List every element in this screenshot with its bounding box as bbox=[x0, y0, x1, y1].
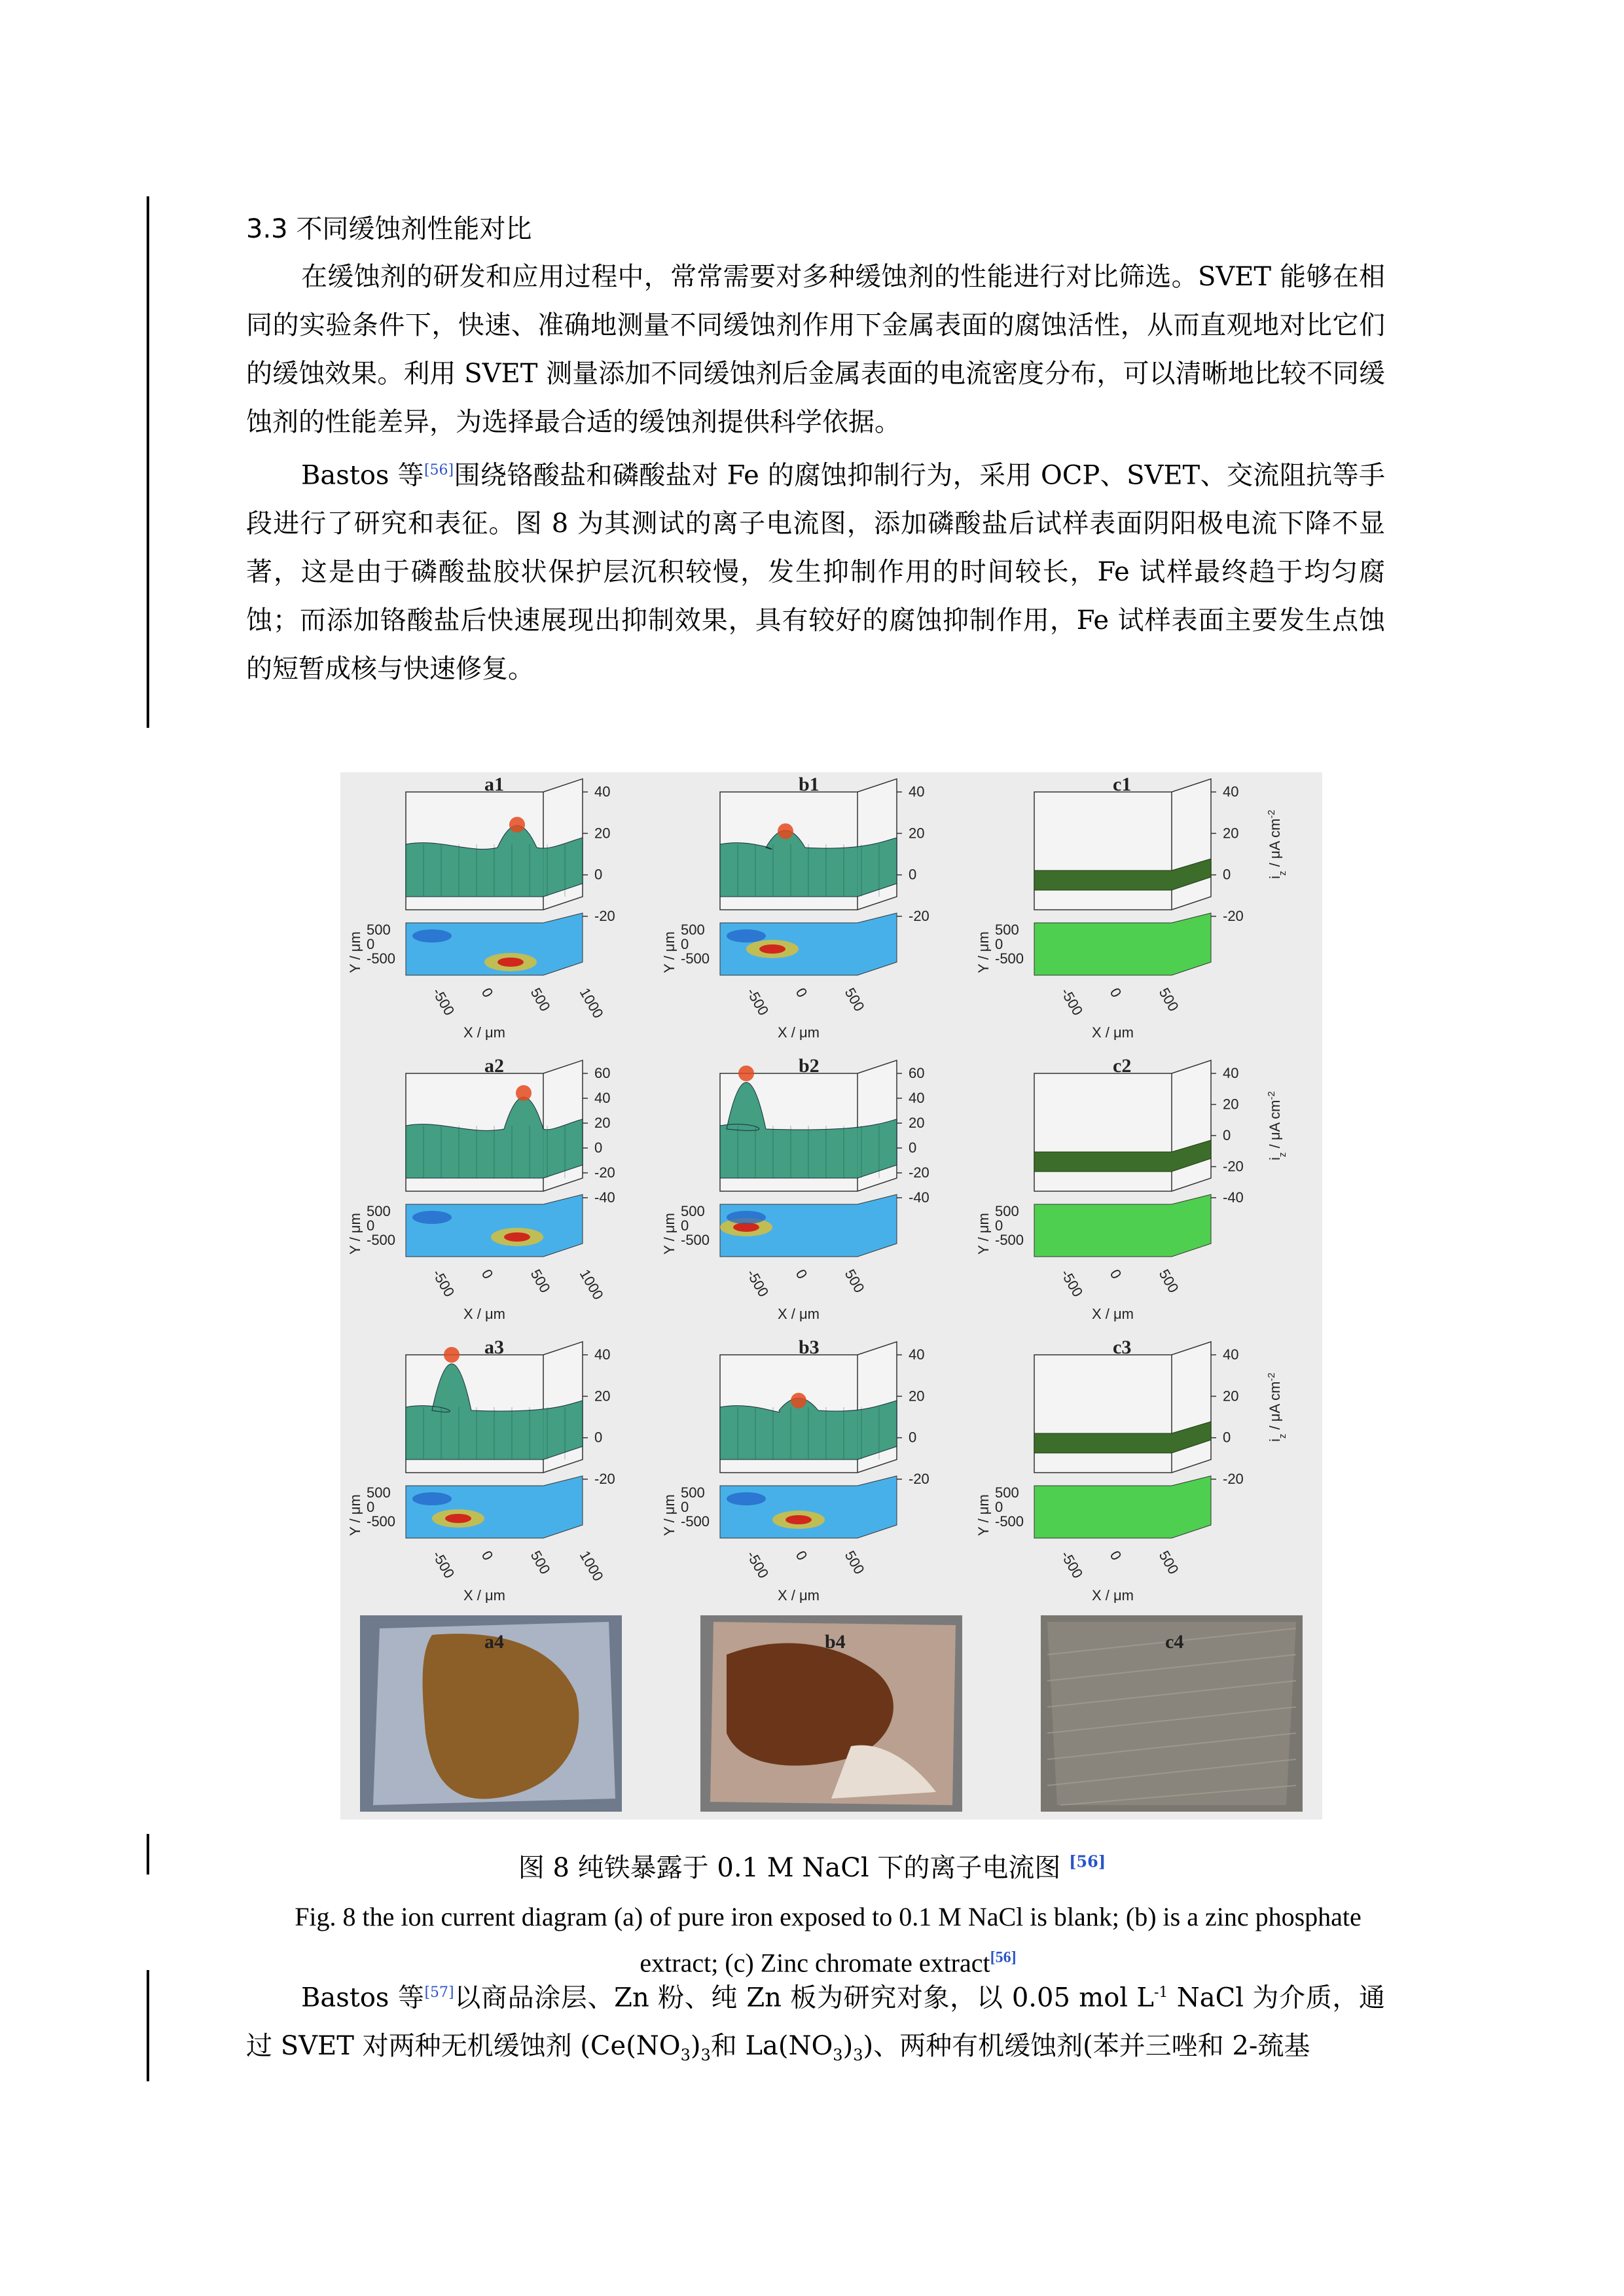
z-tick-label: 20 bbox=[1223, 1096, 1239, 1113]
z-tick-label: -40 bbox=[909, 1189, 929, 1206]
x-axis-label: X / μm bbox=[777, 1306, 820, 1322]
y-axis-label: Y / μm bbox=[347, 931, 363, 973]
y-tick-label: -500 bbox=[681, 1232, 710, 1248]
y-tick-label: -500 bbox=[995, 950, 1024, 967]
subscript: 3 bbox=[700, 2046, 711, 2065]
y-tick-label: 500 bbox=[367, 922, 391, 938]
z-tick-label: -40 bbox=[1223, 1189, 1244, 1206]
colormap-floor bbox=[720, 1476, 897, 1538]
photo-label: b4 bbox=[825, 1631, 846, 1653]
svet-panel-b3 bbox=[661, 1335, 982, 1610]
x-tick-label: 500 bbox=[1155, 985, 1182, 1014]
subscript: 3 bbox=[833, 2046, 843, 2065]
paragraph-3-text: ) bbox=[690, 2031, 701, 2062]
colormap-floor bbox=[720, 1194, 897, 1257]
svet-panel-b2 bbox=[661, 1054, 982, 1329]
svet-panel-a2 bbox=[347, 1054, 668, 1329]
z-tick-label: 40 bbox=[909, 1090, 925, 1106]
z-tick-label: 20 bbox=[909, 1115, 925, 1131]
y-tick-label: 500 bbox=[681, 922, 705, 938]
y-axis-label: Y / μm bbox=[975, 931, 992, 973]
svet-panel-a3 bbox=[347, 1335, 668, 1610]
x-axis-label: X / μm bbox=[1091, 1306, 1134, 1322]
x-axis-label: X / μm bbox=[463, 1306, 506, 1322]
z-tick-label: -20 bbox=[594, 1164, 615, 1181]
x-axis-label: X / μm bbox=[777, 1024, 820, 1041]
y-axis-label: Y / μm bbox=[661, 1213, 677, 1255]
z-tick-label: 40 bbox=[1223, 1346, 1239, 1363]
z-tick-label: 0 bbox=[909, 1139, 917, 1156]
x-tick-label: 500 bbox=[841, 985, 868, 1014]
y-tick-label: 0 bbox=[995, 936, 1003, 952]
x-tick-label: -500 bbox=[429, 1266, 458, 1300]
z-tick-label: 0 bbox=[909, 1429, 917, 1446]
y-tick-label: -500 bbox=[367, 1232, 396, 1248]
z-tick-label: -20 bbox=[1223, 1471, 1244, 1487]
z-tick-label: 40 bbox=[1223, 783, 1239, 800]
z-tick-label: -20 bbox=[1223, 908, 1244, 924]
y-axis-label: Y / μm bbox=[975, 1494, 992, 1536]
z-tick-label: -20 bbox=[909, 908, 929, 924]
caption-cn-text: 图 8 纯铁暴露于 0.1 M NaCl 下的离子电流图 bbox=[518, 1853, 1061, 1883]
citation-ref[interactable]: [56] bbox=[424, 462, 454, 478]
panel-label: b2 bbox=[799, 1055, 820, 1077]
panel-label: b1 bbox=[799, 774, 820, 795]
paragraph-3-text: )、两种有机缓蚀剂(苯并三唑和 2-巯基 bbox=[863, 2031, 1310, 2062]
x-axis-label: X / μm bbox=[463, 1024, 506, 1041]
x-tick-label: -500 bbox=[1057, 1266, 1087, 1300]
photo-b4 bbox=[700, 1615, 962, 1812]
paragraph-2-body: 围绕铬酸盐和磷酸盐对 Fe 的腐蚀抑制行为，采用 OCP、SVET、交流阻抗等手段进行了研究和表征。图 8 为其测试的离子电流图，添加磷酸盐后试样表面阴阳极电流下降不显著，这是由于磷酸盐胶状保护层沉积较慢，发生抑制作用的时间较长，Fe 试样最终趋于均匀腐蚀；而添加铬酸盐后快速展现出抑制效果，具有较好的腐蚀抑制作用，Fe 试样表面主要发生点蚀的短暂成核与快速修复。 bbox=[246, 460, 1385, 685]
x-tick-label: -500 bbox=[429, 1548, 458, 1581]
panel-label: c2 bbox=[1113, 1055, 1132, 1077]
x-tick-label: 500 bbox=[527, 1548, 554, 1577]
panel-label: a1 bbox=[484, 774, 504, 795]
x-tick-label: 0 bbox=[792, 985, 811, 1001]
z-tick-label: 20 bbox=[594, 1115, 611, 1131]
x-tick-label: 500 bbox=[527, 1266, 554, 1296]
y-tick-label: 500 bbox=[367, 1484, 391, 1501]
z-tick-label: 0 bbox=[909, 866, 917, 883]
z-tick-label: 20 bbox=[1223, 825, 1239, 842]
x-tick-label: 1000 bbox=[576, 1266, 607, 1302]
figure-caption-cn bbox=[0, 1847, 1624, 1884]
y-axis-label: Y / μm bbox=[347, 1494, 363, 1536]
x-axis-label: X / μm bbox=[463, 1587, 506, 1604]
y-axis-label: Y / μm bbox=[975, 1213, 992, 1255]
y-axis-label: Y / μm bbox=[661, 931, 677, 973]
x-tick-label: 1000 bbox=[576, 1548, 607, 1584]
z-tick-label: -40 bbox=[594, 1189, 615, 1206]
svet-panel-b1 bbox=[661, 772, 982, 1047]
y-axis-label: Y / μm bbox=[347, 1213, 363, 1255]
paragraph-3 bbox=[246, 1969, 1385, 2079]
panel-label: b3 bbox=[799, 1336, 820, 1358]
colormap-floor bbox=[720, 913, 897, 975]
colormap-floor bbox=[1034, 913, 1211, 975]
photo-c4 bbox=[1041, 1615, 1303, 1812]
z-tick-label: 20 bbox=[594, 825, 611, 842]
z-tick-label: 40 bbox=[909, 1346, 925, 1363]
z-tick-label: -20 bbox=[594, 908, 615, 924]
z-tick-label: 0 bbox=[1223, 1127, 1231, 1143]
y-tick-label: -500 bbox=[367, 950, 396, 967]
x-tick-label: 0 bbox=[792, 1548, 811, 1564]
z-tick-label: 0 bbox=[594, 1429, 603, 1446]
paragraph-3-text: ) bbox=[842, 2031, 854, 2062]
z-tick-label: 40 bbox=[594, 783, 611, 800]
panel-label: c3 bbox=[1113, 1336, 1132, 1358]
photo-label: c4 bbox=[1165, 1631, 1184, 1653]
x-tick-label: 0 bbox=[478, 985, 497, 1001]
x-tick-label: -500 bbox=[429, 985, 458, 1018]
author-lead: Bastos 等 bbox=[301, 460, 424, 491]
z-tick-label: 40 bbox=[594, 1090, 611, 1106]
z-tick-label: -20 bbox=[909, 1164, 929, 1181]
x-tick-label: 0 bbox=[1106, 1266, 1125, 1282]
y-tick-label: -500 bbox=[367, 1513, 396, 1530]
svet-panel-a1 bbox=[347, 772, 668, 1047]
x-tick-label: 0 bbox=[478, 1266, 497, 1282]
colormap-floor bbox=[406, 913, 583, 975]
author-lead: Bastos 等 bbox=[301, 1982, 425, 2013]
z-tick-label: 0 bbox=[594, 866, 603, 883]
y-tick-label: 500 bbox=[367, 1203, 391, 1219]
z-tick-label: 20 bbox=[1223, 1388, 1239, 1405]
y-tick-label: -500 bbox=[681, 1513, 710, 1530]
svet-panel-c2 bbox=[975, 1054, 1296, 1329]
y-tick-label: 500 bbox=[681, 1203, 705, 1219]
y-tick-label: 500 bbox=[681, 1484, 705, 1501]
superscript: -1 bbox=[1154, 1984, 1168, 2001]
z-tick-label: 40 bbox=[909, 783, 925, 800]
x-tick-label: -500 bbox=[743, 985, 772, 1018]
subscript: 3 bbox=[680, 2046, 691, 2065]
x-tick-label: 0 bbox=[1106, 985, 1125, 1001]
x-tick-label: -500 bbox=[1057, 985, 1087, 1018]
z-tick-label: 20 bbox=[909, 825, 925, 842]
y-tick-label: -500 bbox=[681, 950, 710, 967]
z-tick-label: -20 bbox=[909, 1471, 929, 1487]
y-tick-label: 0 bbox=[995, 1217, 1003, 1234]
y-axis-label: Y / μm bbox=[661, 1494, 677, 1536]
x-tick-label: 500 bbox=[841, 1266, 868, 1296]
y-tick-label: -500 bbox=[995, 1232, 1024, 1248]
y-tick-label: 0 bbox=[681, 1217, 689, 1234]
citation-ref[interactable]: [57] bbox=[424, 1984, 454, 2001]
y-tick-label: 0 bbox=[367, 1217, 375, 1234]
svet-panel-c3 bbox=[975, 1335, 1296, 1610]
caption-en-text: Fig. 8 the ion current diagram (a) of pure iron exposed to 0.1 M NaCl is blank; (b) is a zinc phosphate extract; (c) Zinc chromate extract bbox=[295, 1902, 1362, 1978]
y-tick-label: 0 bbox=[367, 1499, 375, 1515]
paragraph-1: 在缓蚀剂的研发和应用过程中，常常需要对多种缓蚀剂的性能进行对比筛选。SVET 能够在相同的实验条件下，快速、准确地测量不同缓蚀剂作用下金属表面的腐蚀活性，从而直观地对比它们的缓蚀效果。利用 SVET 测量添加不同缓蚀剂后金属表面的电流密度分布，可以清晰地比较不同缓蚀剂的性能差异，为选择最合适的缓蚀剂提供科学依据。 bbox=[246, 262, 1385, 437]
x-axis-label: X / μm bbox=[1091, 1587, 1134, 1604]
colormap-floor bbox=[406, 1194, 583, 1257]
y-tick-label: 0 bbox=[681, 1499, 689, 1515]
colormap-floor bbox=[1034, 1194, 1211, 1257]
change-bar bbox=[147, 196, 149, 728]
y-tick-label: 0 bbox=[367, 936, 375, 952]
z-axis-label: $i_z$ / μA $cm^{-2}$ bbox=[1265, 810, 1288, 879]
paragraph-3-text: 和 La(NO bbox=[710, 2031, 833, 2062]
z-tick-label: 20 bbox=[909, 1388, 925, 1405]
x-tick-label: -500 bbox=[743, 1548, 772, 1581]
x-tick-label: 500 bbox=[1155, 1548, 1182, 1577]
y-tick-label: 500 bbox=[995, 1484, 1019, 1501]
panel-label: a3 bbox=[484, 1336, 504, 1358]
x-tick-label: 500 bbox=[527, 985, 554, 1014]
citation-ref[interactable]: [56] bbox=[1069, 1852, 1106, 1871]
section-heading: 3.3 不同缓蚀剂性能对比 bbox=[246, 214, 532, 244]
z-tick-label: 40 bbox=[1223, 1065, 1239, 1081]
x-tick-label: 500 bbox=[1155, 1266, 1182, 1296]
x-tick-label: 0 bbox=[792, 1266, 811, 1282]
z-tick-label: -20 bbox=[1223, 1158, 1244, 1175]
z-tick-label: 20 bbox=[594, 1388, 611, 1405]
x-tick-label: 500 bbox=[841, 1548, 868, 1577]
y-tick-label: 500 bbox=[995, 922, 1019, 938]
photo-a4 bbox=[360, 1615, 622, 1812]
z-tick-label: 60 bbox=[909, 1065, 925, 1081]
paragraph-2 bbox=[246, 446, 1385, 693]
y-tick-label: -500 bbox=[995, 1513, 1024, 1530]
z-tick-label: 0 bbox=[594, 1139, 603, 1156]
citation-ref[interactable]: [56] bbox=[990, 1949, 1017, 1966]
paragraph-3-text: 以商品涂层、Zn 粉、纯 Zn 板为研究对象，以 0.05 mol L bbox=[454, 1982, 1154, 2013]
paragraph-3-text: NaCl 为介质，通过 SVET 对两种无机缓蚀剂 (Ce(NO bbox=[246, 1982, 1385, 2062]
change-bar bbox=[147, 1970, 149, 2081]
figure-8 bbox=[340, 772, 1322, 1820]
z-tick-label: 0 bbox=[1223, 866, 1231, 883]
y-tick-label: 0 bbox=[995, 1499, 1003, 1515]
z-axis-label: $i_z$ / μA $cm^{-2}$ bbox=[1265, 1091, 1288, 1160]
y-tick-label: 0 bbox=[681, 936, 689, 952]
x-tick-label: 1000 bbox=[576, 985, 607, 1021]
photo-label: a4 bbox=[484, 1631, 504, 1653]
x-axis-label: X / μm bbox=[1091, 1024, 1134, 1041]
x-tick-label: 0 bbox=[1106, 1548, 1125, 1564]
x-axis-label: X / μm bbox=[777, 1587, 820, 1604]
x-tick-label: -500 bbox=[1057, 1548, 1087, 1581]
y-tick-label: 500 bbox=[995, 1203, 1019, 1219]
z-tick-label: 40 bbox=[594, 1346, 611, 1363]
colormap-floor bbox=[1034, 1476, 1211, 1538]
colormap-floor bbox=[406, 1476, 583, 1538]
panel-label: a2 bbox=[484, 1055, 504, 1077]
z-tick-label: 60 bbox=[594, 1065, 611, 1081]
x-tick-label: -500 bbox=[743, 1266, 772, 1300]
subscript: 3 bbox=[853, 2046, 863, 2065]
svet-panel-c1 bbox=[975, 772, 1296, 1047]
z-tick-label: 0 bbox=[1223, 1429, 1231, 1446]
panel-label: c1 bbox=[1113, 774, 1132, 795]
z-tick-label: -20 bbox=[594, 1471, 615, 1487]
z-axis-label: $i_z$ / μA $cm^{-2}$ bbox=[1265, 1372, 1288, 1442]
x-tick-label: 0 bbox=[478, 1548, 497, 1564]
